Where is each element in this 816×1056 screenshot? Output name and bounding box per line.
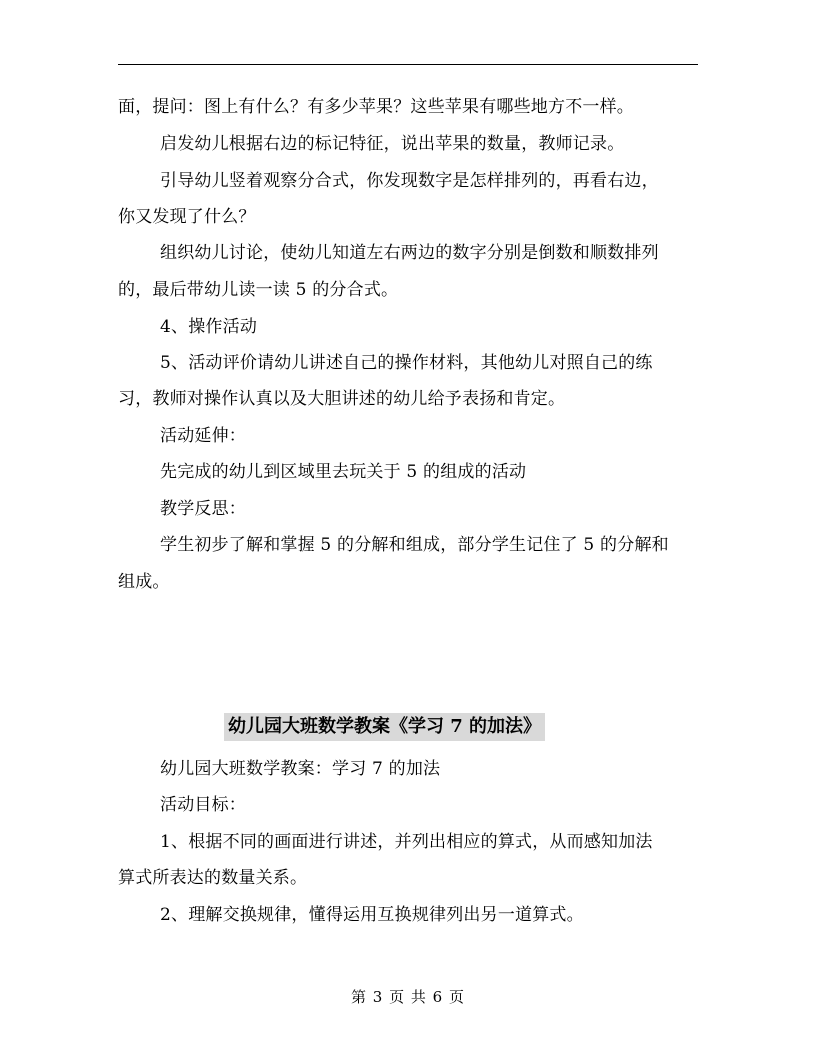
paragraph-line: 活动延伸：	[160, 426, 246, 446]
paragraph-line: 教学反思：	[160, 499, 246, 519]
paragraph-line: 引导幼儿竖着观察分合式，你发现数字是怎样排列的，再看右边，	[160, 171, 659, 191]
header-rule	[118, 64, 698, 65]
section-line: 1、根据不同的画面进行讲述，并列出相应的算式，从而感知加法	[160, 832, 653, 852]
section-line: 算式所表达的数量关系。	[118, 868, 308, 888]
section-title: 幼儿园大班数学教案《学习 7 的加法》	[224, 713, 545, 741]
paragraph-line: 面，提问：图上有什么？有多少苹果？这些苹果有哪些地方不一样。	[118, 97, 634, 117]
paragraph-line: 组成。	[118, 572, 170, 592]
paragraph-line: 启发幼儿根据右边的标记特征，说出苹果的数量，教师记录。	[160, 134, 625, 154]
section-line: 2、理解交换规律，懂得运用互换规律列出另一道算式。	[160, 905, 584, 925]
paragraph-line: 5、活动评价请幼儿讲述自己的操作材料，其他幼儿对照自己的练	[160, 353, 653, 373]
paragraph-line: 的，最后带幼儿读一读 5 的分合式。	[118, 280, 399, 300]
section-line: 幼儿园大班数学教案：学习 7 的加法	[160, 759, 441, 779]
paragraph-line: 4、操作活动	[160, 317, 258, 337]
paragraph-line: 先完成的幼儿到区域里去玩关于 5 的组成的活动	[160, 462, 527, 482]
paragraph-line: 习，教师对操作认真以及大胆讲述的幼儿给予表扬和肯定。	[118, 389, 566, 409]
section-line: 活动目标：	[160, 795, 246, 815]
paragraph-line: 学生初步了解和掌握 5 的分解和组成，部分学生记住了 5 的分解和	[160, 535, 669, 555]
paragraph-line: 组织幼儿讨论，使幼儿知道左右两边的数字分别是倒数和顺数排列	[160, 243, 659, 263]
paragraph-line: 你又发现了什么？	[118, 207, 256, 227]
page-footer: 第 3 页 共 6 页	[351, 988, 465, 1006]
